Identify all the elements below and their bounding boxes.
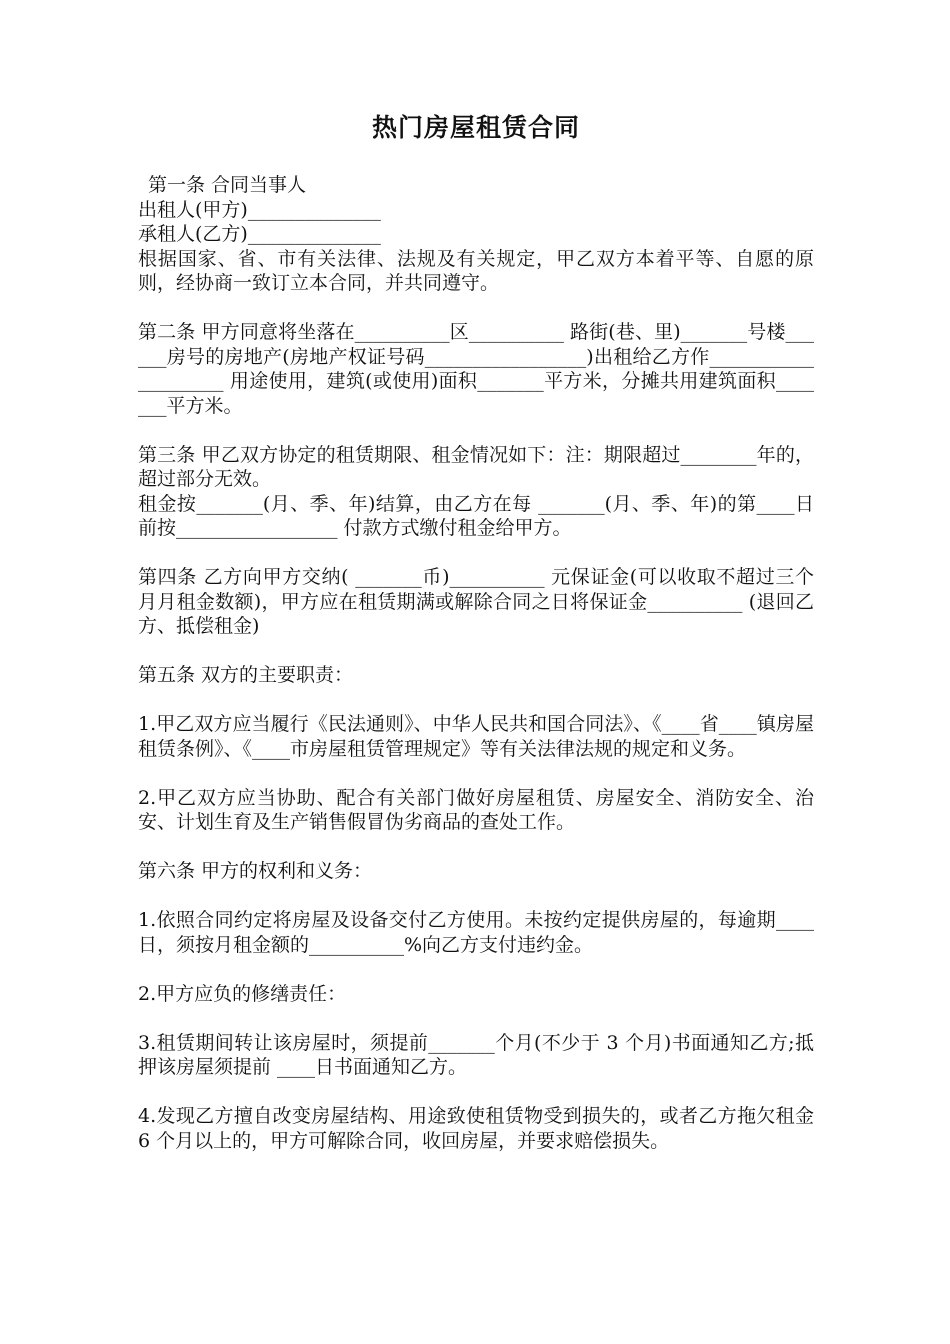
article-5-heading: 第五条 双方的主要职责： [138, 664, 354, 686]
article-2-text: 第二条 甲方同意将坐落在__________区__________ 路街(巷、里)_______号楼______房号的房地产(房地产权证号码_________________)出租给乙方作____________________ 用途使用，建筑(或使用)面积_______平方米，分摊共用建筑面积_______平方米。 [138, 321, 814, 417]
paragraph-gap [138, 1080, 814, 1105]
article-6-item-2: 2.甲方应负的修缮责任： [138, 982, 347, 1005]
paragraph-gap [138, 884, 814, 909]
lessee-line: 承租人(乙方)______________ [138, 223, 381, 245]
article-1-text: 根据国家、省、市有关法律、法规及有关规定，甲乙双方本着平等、自愿的原则，经协商一致订立本合同，并共同遵守。 [138, 247, 814, 294]
article-3-rent-text: 租金按_______(月、季、年)结算，由乙方在每 _______(月、季、年)的第____日前按_________________ 付款方式缴付租金给甲方。 [138, 492, 814, 539]
paragraph-gap [138, 541, 814, 566]
lessor-line: 出租人(甲方)______________ [138, 198, 381, 221]
article-1-heading: 第一条 合同当事人 [148, 174, 307, 196]
document-title: 热门房屋租赁合同 [371, 113, 580, 142]
article-6-item-4: 4.发现乙方擅自改变房屋结构、用途致使租赁物受到损失的，或者乙方拖欠租金 6 个月以上的，甲方可解除合同，收回房屋，并要求赔偿损失。 [138, 1105, 814, 1152]
paragraph-gap [138, 1006, 814, 1031]
article-6-item-3: 3.租赁期间转让该房屋时，须提前_______个月(不少于 3 个月)书面通知乙方;抵押该房屋须提前 ____日书面通知乙方。 [138, 1031, 814, 1078]
document-body [138, 173, 814, 1153]
article-4-text: 第四条 乙方向甲方交纳( _______币)__________ 元保证金(可以收取不超过三个月月租金数额)，甲方应在租赁期满或解除合同之日将保证金__________ (退回乙方、抵偿租金) [138, 566, 814, 637]
paragraph-gap [138, 688, 814, 713]
paragraph-gap [138, 761, 814, 786]
paragraph-gap [138, 418, 814, 443]
article-6-heading: 第六条 甲方的权利和义务： [138, 860, 373, 882]
paragraph-gap [138, 639, 814, 664]
article-3-text: 第三条 甲乙双方协定的租赁期限、租金情况如下：注：期限超过________年的，超过部分无效。 [138, 443, 814, 490]
paragraph-gap [138, 835, 814, 860]
article-5-item-1: 1.甲乙双方应当履行《民法通则》、中华人民共和国合同法》、《____省____镇房屋租赁条例》、《____市房屋租赁管理规定》等有关法律法规的规定和义务。 [138, 713, 814, 760]
paragraph-gap [138, 296, 814, 321]
article-5-item-2: 2.甲乙双方应当协助、配合有关部门做好房屋租赁、房屋安全、消防安全、治安、计划生育及生产销售假冒伪劣商品的查处工作。 [138, 786, 814, 833]
article-6-item-1: 1.依照合同约定将房屋及设备交付乙方使用。未按约定提供房屋的，每逾期____日，须按月租金额的__________%向乙方支付违约金。 [138, 909, 814, 956]
paragraph-gap [138, 957, 814, 982]
